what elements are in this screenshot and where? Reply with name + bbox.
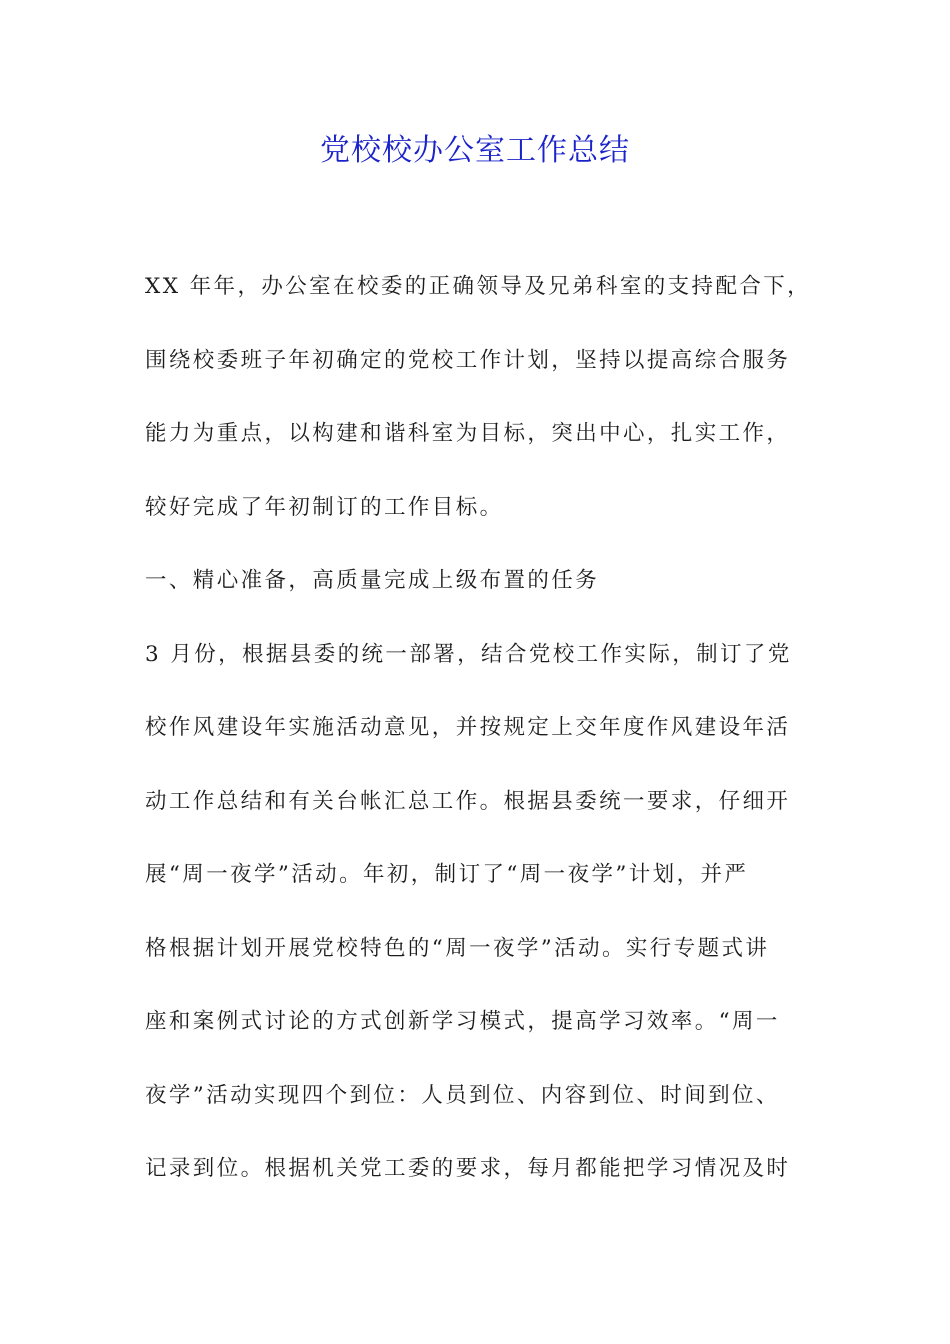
body-line: 展“周一夜学”活动。年初，制订了“周一夜学”计划，并严	[145, 862, 749, 887]
body-line: 夜学”活动实现四个到位：人员到位、内容到位、时间到位、	[145, 1082, 780, 1108]
body-line: 能力为重点，以构建和谐科室为目标，突出中心，扎实工作，	[145, 421, 791, 446]
body-line: 记录到位。根据机关党工委的要求，每月都能把学习情况及时	[145, 1156, 791, 1181]
body-line: 围绕校委班子年初确定的党校工作计划，坚持以提高综合服务	[145, 347, 791, 373]
body-line: 座和案例式讨论的方式创新学习模式，提高学习效率。“周一	[145, 1009, 780, 1034]
body-line: 动工作总结和有关台帐汇总工作。根据县委统一要求，仔细开	[145, 788, 791, 814]
document-body	[145, 262, 812, 1218]
section-heading: 一、精心准备，高质量完成上级布置的任务	[145, 568, 600, 593]
body-line: 较好完成了年初制订的工作目标。	[145, 494, 504, 520]
document-title: 党校校办公室工作总结	[320, 133, 630, 168]
body-line: 3 月份，根据县委的统一部署，结合党校工作实际，制订了党	[145, 641, 792, 667]
body-line: 格根据计划开展党校特色的“周一夜学”活动。实行专题式讲	[145, 935, 770, 961]
body-line: XX 年年，办公室在校委的正确领导及兄弟科室的支持配合下，	[145, 274, 812, 299]
body-line: 校作风建设年实施活动意见，并按规定上交年度作风建设年活	[145, 715, 791, 740]
